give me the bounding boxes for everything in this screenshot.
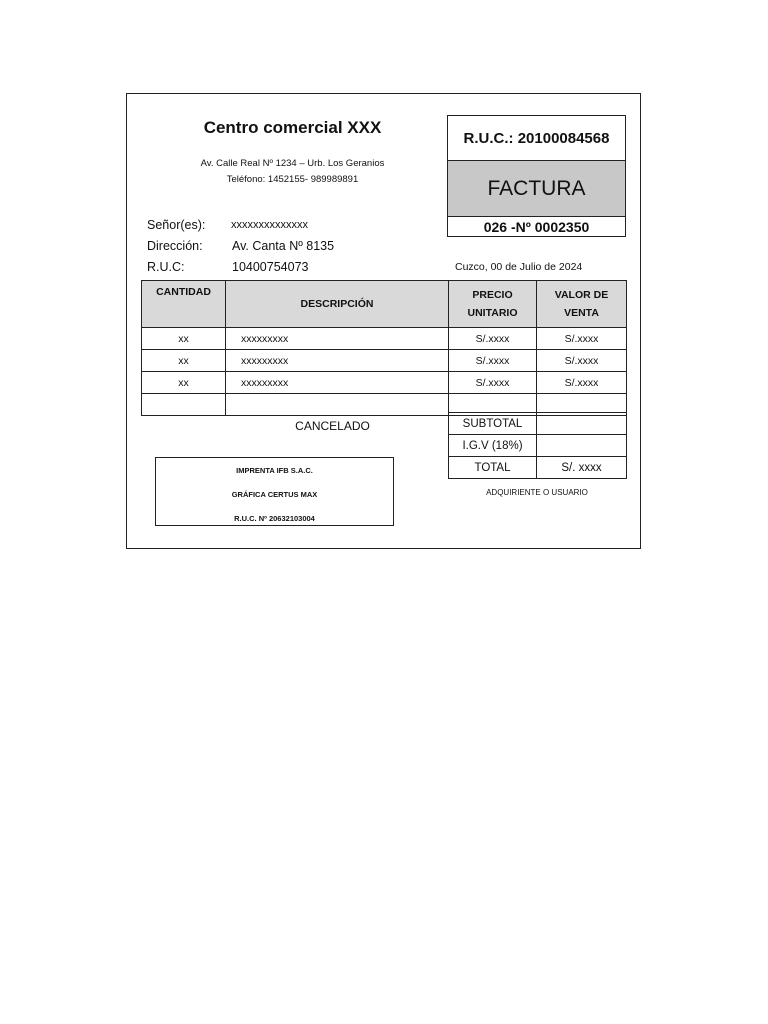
row-sale-value: S/.xxxx [537, 372, 627, 394]
row-description: xxxxxxxxx [226, 328, 449, 350]
cancelado-label: CANCELADO [295, 419, 370, 433]
row-sale-value: S/.xxxx [537, 350, 627, 372]
customer-ruc-label: R.U.C: [147, 260, 185, 274]
header-qty: CANTIDAD [142, 281, 226, 328]
subtotal-row [449, 413, 627, 435]
printer-brand: GRÁFICA CERTUS MAX [231, 490, 318, 499]
header-description: DESCRIPCIÓN [226, 281, 449, 328]
customer-name-value: xxxxxxxxxxxxxx [231, 219, 308, 231]
totals-table [448, 412, 627, 479]
row-description: xxxxxxxxx [226, 372, 449, 394]
copy-label: ADQUIRIENTE O USUARIO [486, 488, 588, 497]
invoice-id-box [447, 115, 626, 237]
issuer-ruc: R.U.C.: 20100084568 [448, 116, 625, 161]
igv-label: I.G.V (18%) [449, 435, 537, 457]
items-header-row [142, 281, 627, 328]
customer-name-label: Señor(es): [147, 218, 206, 232]
total-value: S/. xxxx [537, 457, 627, 479]
printer-name: IMPRENTA IFB S.A.C. [236, 466, 313, 475]
row-unit-price: S/.xxxx [449, 328, 537, 350]
header-sale-value: VALOR DE VENTA [537, 281, 627, 328]
row-qty: xx [142, 350, 226, 372]
issue-date: Cuzco, 00 de Julio de 2024 [455, 261, 583, 273]
items-table [141, 280, 627, 416]
row-qty: xx [142, 328, 226, 350]
printer-info-box [155, 457, 394, 526]
row-qty: xx [142, 372, 226, 394]
row-description: xxxxxxxxx [226, 350, 449, 372]
total-row [449, 457, 627, 479]
table-row [142, 328, 627, 350]
printer-ruc: R.U.C. Nº 20632103004 [234, 514, 315, 523]
customer-address-value: Av. Canta Nº 8135 [232, 239, 335, 253]
company-address: Av. Calle Real Nº 1234 – Urb. Los Geranios [200, 158, 385, 169]
row-description [226, 394, 449, 416]
igv-row [449, 435, 627, 457]
table-row [142, 372, 627, 394]
row-qty [142, 394, 226, 416]
customer-ruc-value: 10400754073 [232, 260, 309, 274]
subtotal-value [537, 413, 627, 435]
company-contact [150, 156, 435, 188]
row-sale-value: S/.xxxx [537, 328, 627, 350]
row-unit-price: S/.xxxx [449, 350, 537, 372]
row-unit-price: S/.xxxx [449, 372, 537, 394]
company-phone: Teléfono: 1452155- 989989891 [226, 174, 359, 185]
header-unit-price: PRECIO UNITARIO [449, 281, 537, 328]
invoice-number: 026 -Nº 0002350 [483, 219, 590, 235]
customer-address-label: Dirección: [147, 239, 203, 253]
document-type: FACTURA [448, 161, 625, 217]
company-name: Centro comercial XXX [203, 118, 382, 137]
subtotal-label: SUBTOTAL [449, 413, 537, 435]
igv-value [537, 435, 627, 457]
table-row [142, 350, 627, 372]
total-label: TOTAL [449, 457, 537, 479]
